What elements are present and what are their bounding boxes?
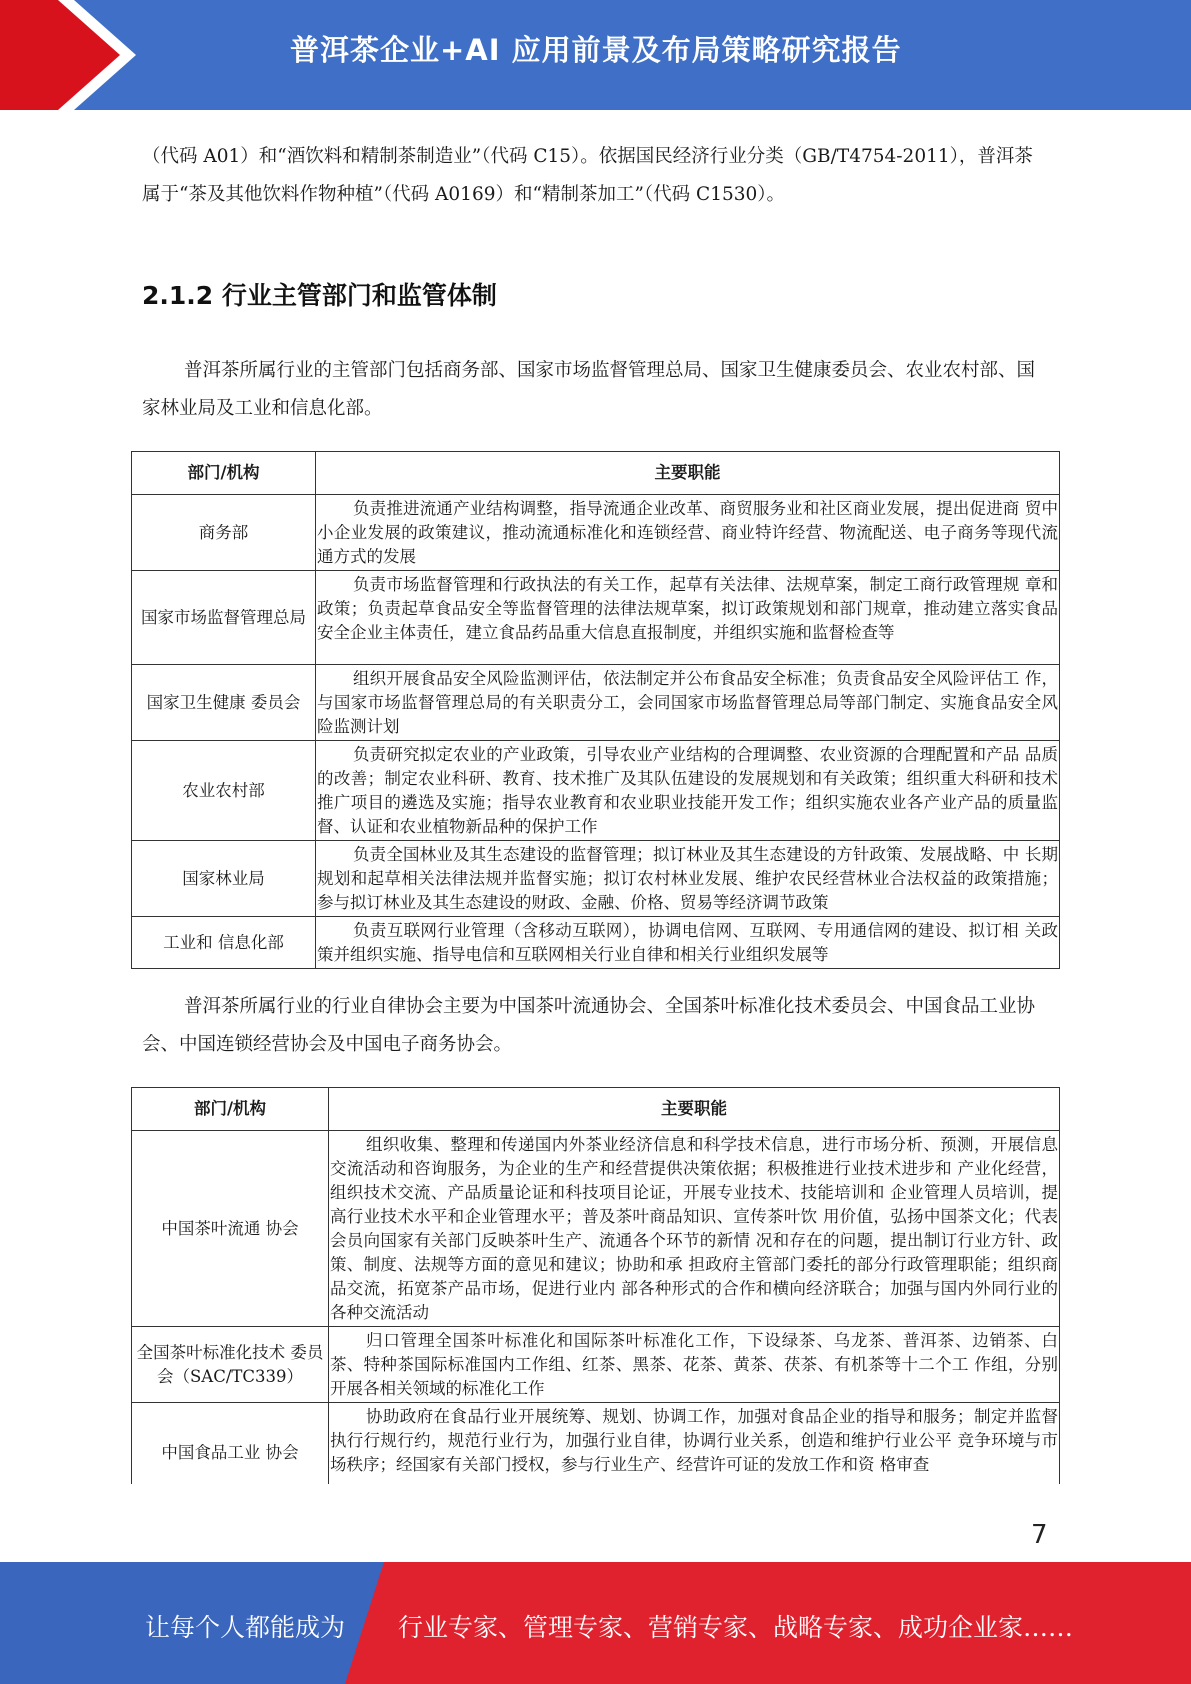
dept-cell: 农业农村部 [132, 741, 316, 841]
report-title: 普洱茶企业+AI 应用前景及布局策略研究报告 [290, 33, 902, 67]
dept-cell: 中国茶叶流通 协会 [132, 1131, 329, 1327]
dept-cell: 国家林业局 [132, 841, 316, 917]
dept-cell: 国家市场监督管理总局 [132, 571, 316, 665]
duty-cell: 归口管理全国茶叶标准化和国际茶叶标准化工作，下设绿茶、乌龙茶、普洱茶、边销茶、白茶、特种茶国际标准国内工作组、红茶、黑茶、花茶、黄茶、茯茶、有机茶等十二个工 作组，分别开展各相关领域的标准化工作 [329, 1327, 1060, 1403]
dept-cell: 全国茶叶标准化技术 委员会（SAC/TC339） [132, 1327, 329, 1403]
dept-cell: 中国食品工业 协会 [132, 1403, 329, 1485]
column-header-dept: 部门/机构 [132, 1088, 329, 1131]
duty-cell: 负责推进流通产业结构调整，指导流通企业改革、商贸服务业和社区商业发展，提出促进商 贸中小企业发展的政策建议，推动流通标准化和连锁经营、商业特许经营、物流配送、电子商务等现代流通方式的发展 [316, 495, 1060, 571]
duty-cell: 协助政府在食品行业开展统筹、规划、协调工作，加强对食品企业的指导和服务；制定并监督执行行规行约，规范行业行为，加强行业自律，协调行业关系，创造和维护行业公平 竞争环境与市场秩序；经国家有关部门授权，参与行业生产、经营许可证的发放工作和资 格审查 [329, 1403, 1060, 1485]
duty-cell: 组织收集、整理和传递国内外茶业经济信息和科学技术信息，进行市场分析、预测，开展信息交流活动和咨询服务，为企业的生产和经营提供决策依据；积极推进行业技术进步和 产业化经营，组织技术交流、产品质量论证和科技项目论证，开展专业技术、技能培训和 企业管理人员培训，提高行业技术水平和企业管理水平；普及茶叶商品知识、宣传茶叶饮 用价值，弘扬中国茶文化；代表会员向国家有关部门反映茶叶生产、流通各个环节的新情 况和存在的问题，提出制订行业方针、政策、制度、法规等方面的意见和建议；协助和承 担政府主管部门委托的部分行政管理职能；组织商品交流，拓宽茶产品市场，促进行业内 部各种形式的合作和横向经济联合；加强与国内外同行业的各种交流活动 [329, 1131, 1060, 1327]
associations-table [131, 1087, 1060, 1484]
paragraph-regulators: 普洱茶所属行业的主管部门包括商务部、国家市场监督管理总局、国家卫生健康委员会、农业农村部、国家林业局及工业和信息化部。 [142, 360, 1036, 419]
dept-cell: 工业和 信息化部 [132, 917, 316, 969]
intro-paragraph: （代码 A01）和“酒饮料和精制茶制造业”（代码 C15）。依据国民经济行业分类（GB/T4754-2011），普洱茶属于“茶及其他饮料作物种植”（代码 A0169）和“精制茶加工”（代码 C1530）。 [142, 146, 1033, 205]
column-header-dept: 部门/机构 [132, 452, 316, 495]
footer-slogan-left: 让每个人都能成为 [145, 1613, 346, 1642]
table-row [132, 1131, 1060, 1327]
duty-cell: 组织开展食品安全风险监测评估，依法制定并公布食品安全标准；负责食品安全风险评估工 作，与国家市场监督管理总局的有关职责分工，会同国家市场监督管理总局等部门制定、实施食品安全风险监测计划 [316, 665, 1060, 741]
page-number: 7 [1031, 1520, 1048, 1550]
duty-cell: 负责市场监督管理和行政执法的有关工作，起草有关法律、法规草案，制定工商行政管理规 章和政策；负责起草食品安全等监督管理的法律法规草案，拟订政策规划和部门规章，推动建立落实食品安全企业主体责任，建立食品药品重大信息直报制度，并组织实施和监督检查等 [316, 571, 1060, 665]
table-row [132, 1403, 1060, 1485]
column-header-duty: 主要职能 [329, 1088, 1060, 1131]
table-row [132, 1327, 1060, 1403]
dept-cell: 国家卫生健康 委员会 [132, 665, 316, 741]
footer-slogan-right: 行业专家、管理专家、营销专家、战略专家、成功企业家…… [398, 1613, 1074, 1642]
duty-cell: 负责研究拟定农业的产业政策，引导农业产业结构的合理调整、农业资源的合理配置和产品 品质的改善；制定农业科研、教育、技术推广及其队伍建设的发展规划和有关政策；组织重大科研和技术推广项目的遴选及实施；指导农业教育和农业职业技能开发工作；组织实施农业各产业产品的质量监督、认证和农业植物新品种的保护工作 [316, 741, 1060, 841]
dept-cell: 商务部 [132, 495, 316, 571]
duty-cell: 负责全国林业及其生态建设的监督管理；拟订林业及其生态建设的方针政策、发展战略、中 长期规划和起草相关法律法规并监督实施；拟订农村林业发展、维护农民经营林业合法权益的政策措施；参与拟订林业及其生态建设的财政、金融、价格、贸易等经济调节政策 [316, 841, 1060, 917]
table-header-row [132, 1088, 1060, 1131]
page-footer [0, 1562, 1191, 1684]
section-heading: 2.1.2 行业主管部门和监管体制 [142, 281, 497, 310]
paragraph-associations: 普洱茶所属行业的行业自律协会主要为中国茶叶流通协会、全国茶叶标准化技术委员会、中国食品工业协会、中国连锁经营协会及中国电子商务协会。 [142, 996, 1036, 1055]
column-header-duty: 主要职能 [316, 452, 1060, 495]
duty-cell: 负责互联网行业管理（含移动互联网），协调电信网、互联网、专用通信网的建设、拟订相 关政策并组织实施、指导电信和互联网相关行业自律和相关行业组织发展等 [316, 917, 1060, 969]
